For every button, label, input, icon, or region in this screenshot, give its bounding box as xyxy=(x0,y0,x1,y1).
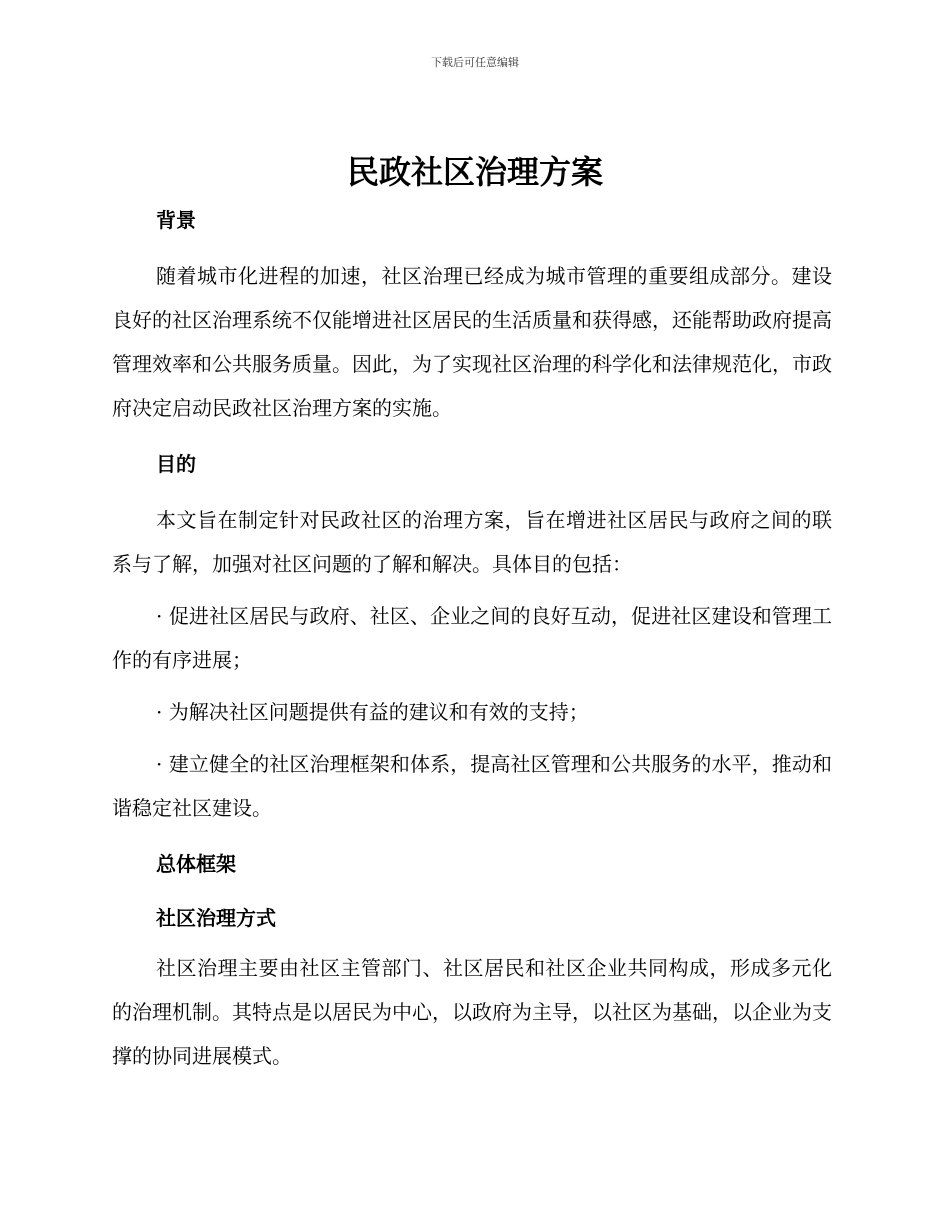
bullet-item: · 建立健全的社区治理框架和体系，提高社区管理和公共服务的水平，推动和谐稳定社区建设。 xyxy=(112,752,832,820)
document-title: 民政社区治理方案 xyxy=(346,153,603,191)
document-body xyxy=(112,200,832,1078)
paragraph-governance-method: 社区治理主要由社区主管部门、社区居民和社区企业共同构成，形成多元化的治理机制。其特点是以居民为中心，以政府为主导，以社区为基础，以企业为支撑的协同进展模式。 xyxy=(112,956,832,1068)
heading-background: 背景 xyxy=(156,208,196,232)
subheading-governance-method: 社区治理方式 xyxy=(156,906,276,930)
paragraph-purpose: 本文旨在制定针对民政社区的治理方案，旨在增进社区居民与政府之间的联系与了解，加强对社区问题的了解和解决。具体目的包括： xyxy=(112,508,832,576)
bullet-item: · 为解决社区问题提供有益的建议和有效的支持； xyxy=(156,700,589,724)
paragraph-background: 随着城市化进程的加速，社区治理已经成为城市管理的重要组成部分。建设良好的社区治理系统不仅能增进社区居民的生活质量和获得感，还能帮助政府提高管理效率和公共服务质量。因此，为了实现社区治理的科学化和法律规范化，市政府决定启动民政社区治理方案的实施。 xyxy=(112,264,832,420)
header-note: 下载后可任意编辑 xyxy=(431,56,519,69)
heading-framework: 总体框架 xyxy=(156,852,236,876)
bullet-item: · 促进社区居民与政府、社区、企业之间的良好互动，促进社区建设和管理工作的有序进展； xyxy=(112,604,832,672)
heading-purpose: 目的 xyxy=(156,452,196,476)
